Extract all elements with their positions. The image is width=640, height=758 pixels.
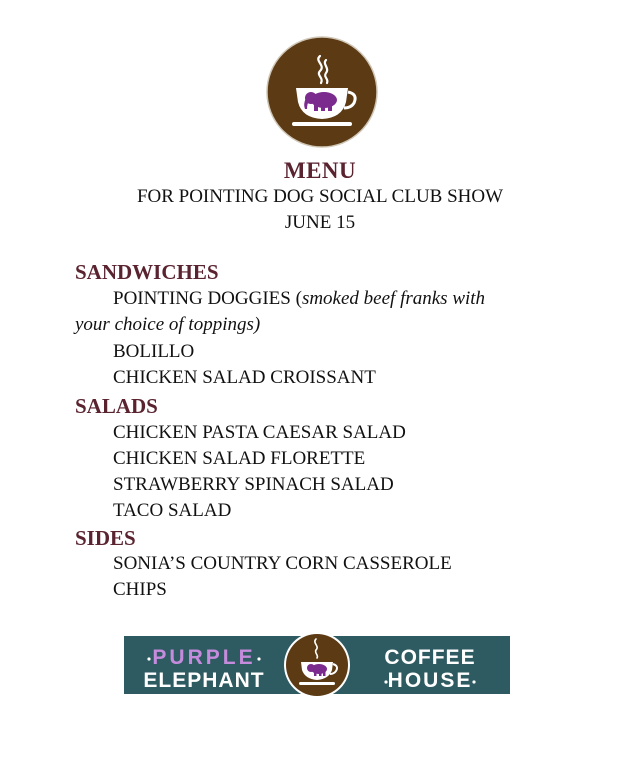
menu-item-strawberry-spinach: STRAWBERRY SPINACH SALAD: [113, 474, 394, 495]
menu-item-name: POINTING DOGGIES (: [113, 288, 302, 309]
banner-house-text: HOUSE: [387, 669, 473, 692]
menu-item-bolillo: BOLILLO: [113, 341, 195, 362]
menu-item-chicken-pasta-caesar: CHICKEN PASTA CAESAR SALAD: [113, 422, 406, 443]
menu-title: MENU: [283, 158, 357, 183]
purple-elephant-coffee-house-banner: [124, 632, 510, 698]
banner-elephant-text: ELEPHANT: [143, 669, 265, 692]
menu-item-corn-casserole: SONIA’S COUNTRY CORN CASSEROLE: [113, 553, 452, 574]
menu-item-chicken-salad-florette: CHICKEN SALAD FLORETTE: [113, 448, 366, 469]
section-sides-title: SIDES: [75, 526, 136, 550]
event-date: JUNE 15: [284, 212, 356, 233]
menu-item-chips: CHIPS: [113, 579, 167, 600]
menu-item-taco-salad: TACO SALAD: [113, 500, 232, 521]
event-subtitle: FOR POINTING DOG SOCIAL CLUB SHOW: [136, 186, 504, 207]
banner-purple-text: PURPLE: [152, 646, 256, 669]
section-salads-title: SALADS: [75, 394, 158, 418]
banner-coffee-text: COFFEE: [384, 646, 476, 669]
section-sandwiches-title: SANDWICHES: [75, 260, 219, 284]
menu-item-chicken-salad-croissant: CHICKEN SALAD CROISSANT: [113, 367, 376, 388]
menu-item-pointing-doggies: [113, 288, 485, 310]
menu-item-description-cont: your choice of toppings): [75, 314, 261, 335]
purple-elephant-logo: [266, 36, 378, 148]
menu-item-description: smoked beef franks with: [301, 288, 486, 309]
banner-coffee-cup-icon: [284, 632, 350, 698]
